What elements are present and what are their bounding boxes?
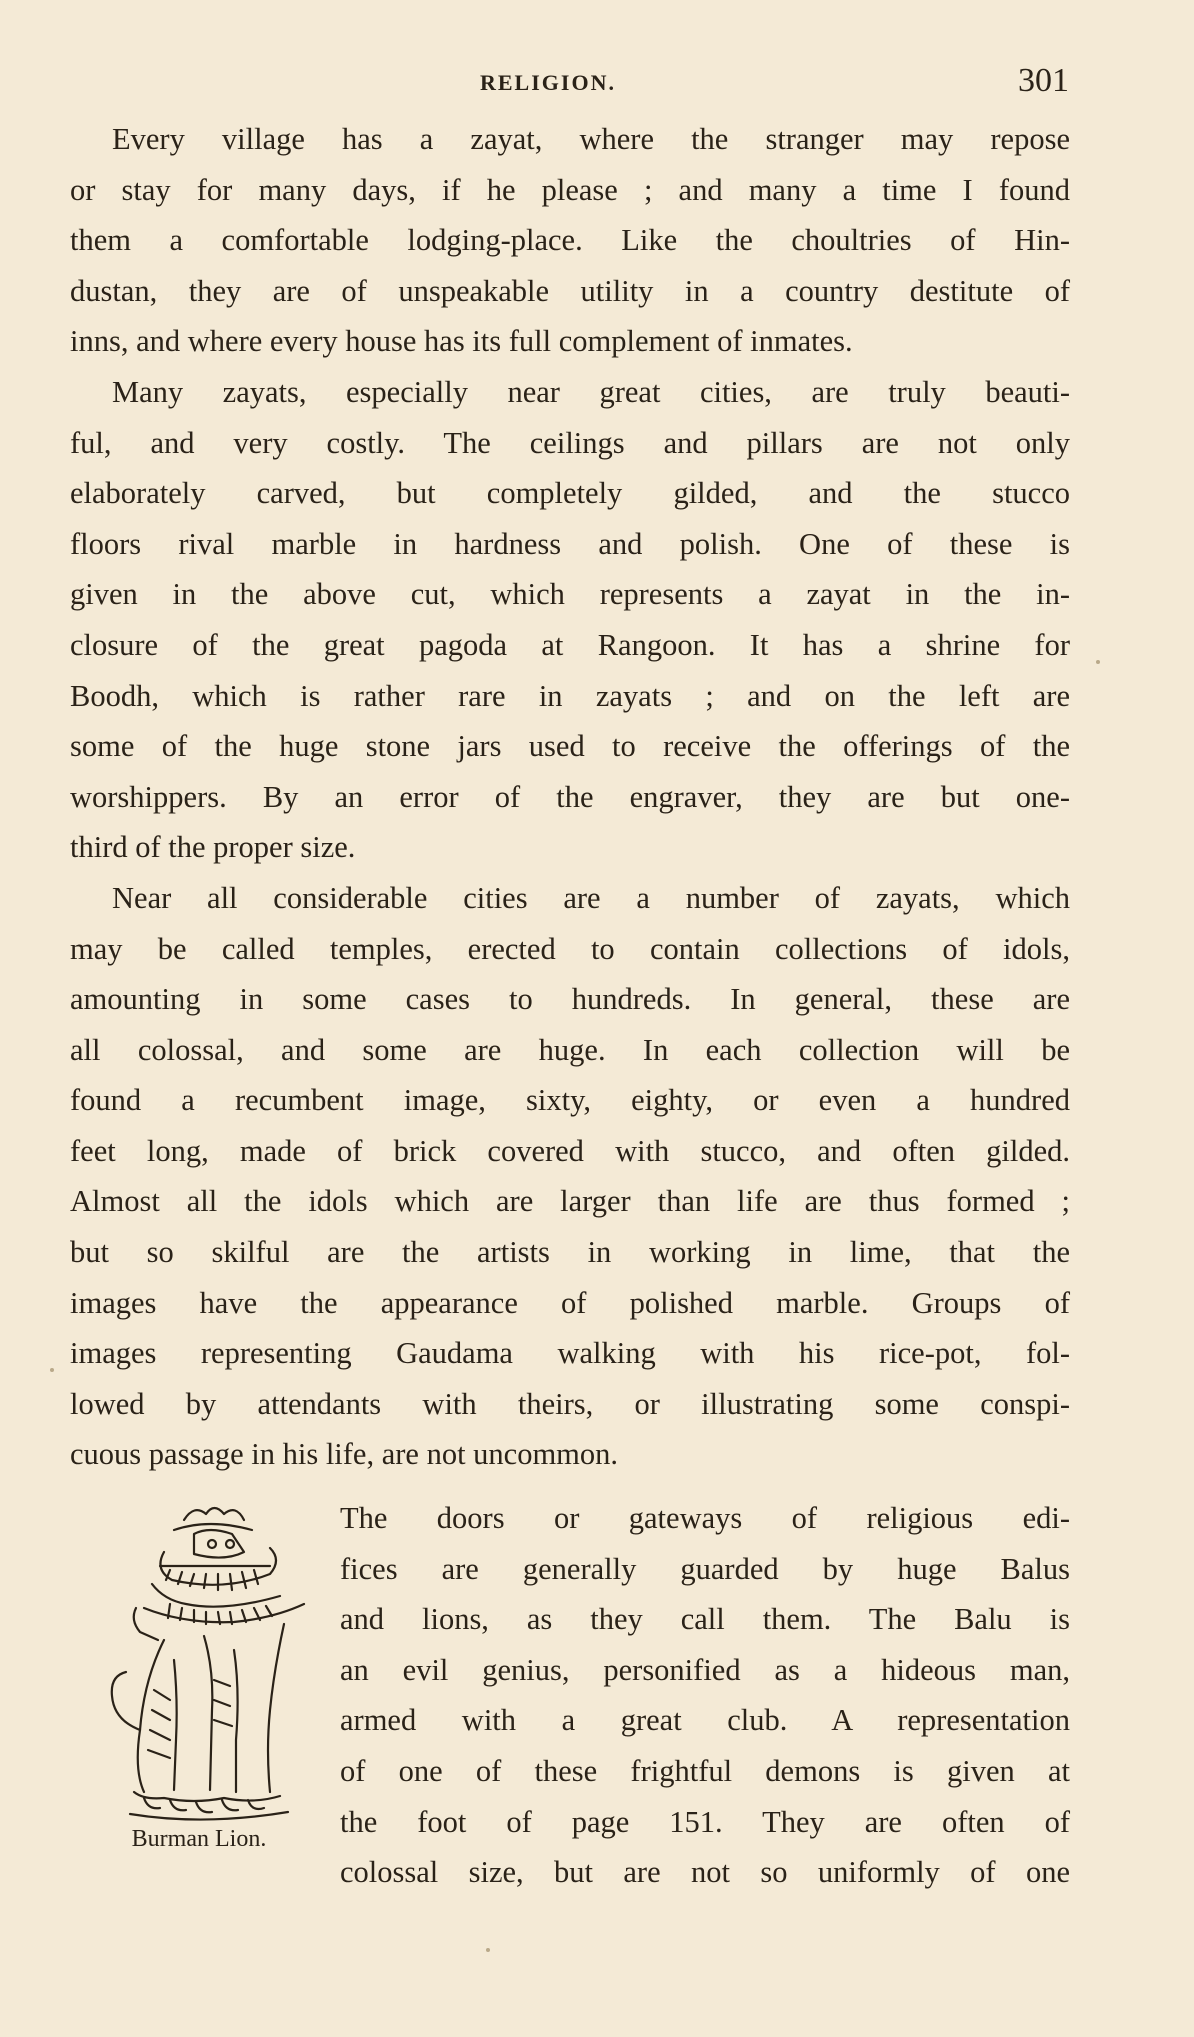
text-line: ful, and very costly. The ceilings and pillars are not only	[70, 425, 1070, 460]
text-line: but so skilful are the artists in working in lime, that the	[70, 1235, 1070, 1270]
text-line: some of the huge stone jars used to receive the offerings of the	[70, 729, 1070, 764]
text-line: armed with a great club. A representation	[340, 1703, 1070, 1738]
text-line: an evil genius, personified as a hideous man,	[340, 1652, 1070, 1687]
text-line: inns, and where every house has its full complement of inmates.	[70, 324, 853, 359]
page-number: 301	[1018, 62, 1069, 99]
paper-speck	[50, 1368, 54, 1372]
running-head	[0, 62, 1194, 110]
text-line: given in the above cut, which represents a zayat in the in-	[70, 577, 1070, 612]
paragraph-temples	[70, 873, 1070, 1480]
body-text	[70, 114, 1070, 1480]
text-line: fices are generally guarded by huge Balus	[340, 1551, 1070, 1586]
running-head-title: RELIGION.	[480, 70, 616, 95]
text-line: or stay for many days, if he please ; and many a time I found	[70, 172, 1070, 207]
text-line: The doors or gateways of religious edi-	[340, 1501, 1070, 1535]
text-line: and lions, as they call them. The Balu is	[340, 1602, 1070, 1637]
figure-caption: Burman Lion.	[131, 1826, 267, 1852]
text-line: closure of the great pagoda at Rangoon. It has a shrine for	[70, 627, 1070, 662]
text-line: Near all considerable cities are a number of zayats, which	[112, 880, 1070, 915]
text-line: amounting in some cases to hundreds. In general, these are	[70, 982, 1070, 1017]
text-line: feet long, made of brick covered with stucco, and often gilded.	[70, 1133, 1070, 1168]
paragraph-guardians	[340, 1493, 1070, 1898]
text-line: lowed by attendants with theirs, or illustrating some conspi-	[70, 1386, 1070, 1421]
text-line: the foot of page 151. They are often of	[340, 1804, 1070, 1839]
text-line: third of the proper size.	[70, 830, 356, 865]
paragraph-zayat-intro	[70, 114, 1070, 367]
text-line: cuous passage in his life, are not uncommon.	[70, 1437, 619, 1472]
text-line: of one of these frightful demons is given at	[340, 1753, 1070, 1788]
text-line: dustan, they are of unspeakable utility in a country destitute of	[70, 273, 1070, 308]
text-line: Almost all the idols which are larger than life are thus formed ;	[70, 1184, 1070, 1219]
text-line: worshippers. By an error of the engraver, they are but one-	[70, 779, 1070, 814]
text-line: Every village has a zayat, where the stranger may repose	[112, 122, 1070, 156]
paper-speck	[486, 1948, 490, 1952]
paragraph-costly-zayats	[70, 367, 1070, 873]
text-line: them a comfortable lodging-place. Like the choultries of Hin-	[70, 223, 1070, 258]
text-line: all colossal, and some are huge. In each collection will be	[70, 1032, 1070, 1067]
text-line: elaborately carved, but completely gilded, and the stucco	[70, 476, 1070, 511]
text-line: Many zayats, especially near great cities, are truly beauti-	[112, 374, 1070, 409]
text-line: may be called temples, erected to contain collections of idols,	[70, 931, 1070, 966]
text-line: colossal size, but are not so uniformly of one	[340, 1855, 1070, 1890]
burman-lion-figure	[74, 1500, 324, 1870]
paper-speck	[1096, 660, 1100, 664]
text-line: floors rival marble in hardness and polish. One of these is	[70, 526, 1070, 561]
text-line: Boodh, which is rather rare in zayats ; and on the left are	[70, 678, 1070, 713]
text-line: found a recumbent image, sixty, eighty, or even a hundred	[70, 1083, 1070, 1118]
text-line: images representing Gaudama walking with his rice-pot, fol-	[70, 1336, 1070, 1371]
text-line: images have the appearance of polished marble. Groups of	[70, 1285, 1070, 1320]
burman-lion-icon	[74, 1500, 324, 1830]
